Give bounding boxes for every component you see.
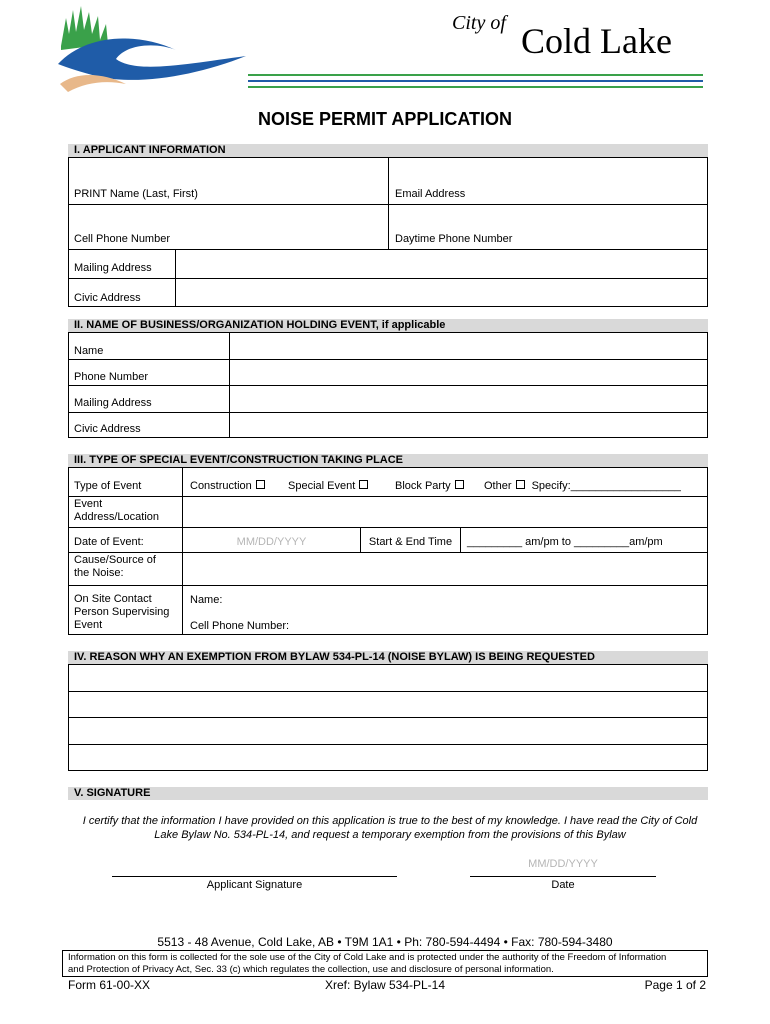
cell-phone-field[interactable] — [69, 205, 387, 231]
brand-stripe-blue — [248, 80, 703, 82]
cause-of-noise-field[interactable] — [183, 553, 707, 584]
business-phone-field[interactable] — [230, 360, 707, 385]
applicant-signature-label: Applicant Signature — [206, 879, 303, 891]
email-label: Email Address — [395, 188, 466, 200]
reason-line-2[interactable] — [69, 692, 707, 717]
certify-text-2: Lake Bylaw No. 534-PL-14, and request a temporary exemption from the provisions of this Bylaw — [154, 829, 626, 841]
page-number: Page 1 of 2 — [644, 978, 706, 992]
section-business-heading: II. NAME OF BUSINESS/ORGANIZATION HOLDING EVENT, if applicable — [68, 319, 708, 332]
signature-date-field[interactable]: MM/DD/YYYY — [528, 858, 598, 870]
option-other[interactable] — [484, 480, 681, 492]
option-block-party-label: Block Party — [395, 480, 451, 492]
section-event-type-heading: III. TYPE OF SPECIAL EVENT/CONSTRUCTION TAKING PLACE — [68, 454, 708, 467]
option-block-party[interactable] — [395, 480, 464, 492]
cause-label-1: Cause/Source of — [74, 554, 156, 566]
civic-address-label: Civic Address — [74, 292, 141, 304]
business-name-field[interactable] — [230, 333, 707, 359]
print-name-field[interactable] — [69, 158, 387, 186]
option-construction-label: Construction — [190, 480, 252, 492]
specify-field[interactable]: Specify:__________________ — [531, 480, 681, 492]
business-phone-label: Phone Number — [74, 371, 148, 383]
cause-label-2: the Noise: — [74, 567, 124, 579]
contact-name-field[interactable]: Name: — [190, 594, 223, 606]
form-number: Form 61-00-XX — [68, 978, 151, 992]
brand-stripe-green-2 — [248, 86, 703, 88]
print-name-label: PRINT Name (Last, First) — [74, 188, 198, 200]
reason-line-3[interactable] — [69, 718, 707, 744]
onsite-contact-label-1: On Site Contact — [74, 593, 152, 605]
mailing-address-label: Mailing Address — [74, 262, 152, 274]
privacy-notice — [62, 950, 708, 977]
signature-date-label: Date — [551, 879, 575, 891]
daytime-phone-field[interactable] — [389, 205, 707, 231]
section-reason-heading: IV. REASON WHY AN EXEMPTION FROM BYLAW 534-PL-14 (NOISE BYLAW) IS BEING REQUESTED — [68, 651, 708, 664]
reason-line-1[interactable] — [69, 665, 707, 691]
start-end-time-label: Start & End Time — [368, 536, 453, 548]
brand-stripe-green — [248, 74, 703, 76]
section-applicant-heading: I. APPLICANT INFORMATION — [68, 144, 708, 157]
construction-checkbox[interactable] — [256, 480, 265, 489]
civic-address-field[interactable] — [176, 279, 707, 306]
mailing-address-field[interactable] — [176, 250, 707, 277]
email-field[interactable] — [389, 158, 707, 186]
privacy-text-1: Information on this form is collected for the sole use of the City of Cold Lake and is protected under the authority of the Freedom of Information — [68, 952, 667, 963]
option-special-event-label: Special Event — [288, 480, 356, 492]
business-mailing-field[interactable] — [230, 386, 707, 412]
event-address-label-1: Event — [74, 498, 103, 510]
option-special-event[interactable] — [288, 480, 368, 492]
event-address-label-2: Address/Location — [74, 511, 159, 523]
certify-text-1: I certify that the information I have provided on this application is true to the best of my knowledge. I have read the City of Cold — [82, 815, 698, 827]
date-of-event-label: Date of Event: — [74, 536, 144, 548]
logo-graphic — [56, 4, 251, 96]
event-address-field[interactable] — [183, 497, 707, 526]
block-party-checkbox[interactable] — [455, 480, 464, 489]
option-other-label: Other — [484, 480, 512, 492]
daytime-phone-label: Daytime Phone Number — [395, 233, 513, 245]
applicant-signature-field[interactable] — [112, 852, 397, 876]
business-civic-field[interactable] — [230, 413, 707, 437]
onsite-contact-label-3: Event — [74, 619, 103, 631]
time-range-field[interactable]: _________ am/pm to _________am/pm — [467, 536, 663, 548]
other-checkbox[interactable] — [516, 480, 525, 489]
footer-address: 5513 - 48 Avenue, Cold Lake, AB • T9M 1A1 • Ph: 780-594-4494 • Fax: 780-594-3480 — [157, 935, 613, 949]
onsite-contact-label-2: Person Supervising — [74, 606, 170, 618]
brand-city-of: City of — [452, 12, 506, 34]
special-event-checkbox[interactable] — [359, 480, 368, 489]
business-mailing-label: Mailing Address — [74, 397, 152, 409]
page-title: NOISE PERMIT APPLICATION — [257, 109, 512, 129]
privacy-text-2: and Protection of Privacy Act, Sec. 33 (c) which regulates the collection, use and disclosure of personal information. — [68, 964, 554, 975]
event-date-field[interactable]: MM/DD/YYYY — [236, 536, 307, 548]
business-name-label: Name — [74, 345, 104, 357]
brand-name: Cold Lake — [521, 21, 672, 61]
cell-phone-label: Cell Phone Number — [74, 233, 170, 245]
city-logo — [56, 4, 251, 96]
option-construction[interactable] — [190, 480, 265, 492]
bylaw-xref: Xref: Bylaw 534-PL-14 — [324, 978, 446, 992]
reason-line-4[interactable] — [69, 745, 707, 770]
business-civic-label: Civic Address — [74, 423, 141, 435]
event-type-label: Type of Event — [74, 480, 142, 492]
contact-cell-field[interactable]: Cell Phone Number: — [190, 620, 290, 632]
section-signature-heading: V. SIGNATURE — [68, 787, 708, 800]
